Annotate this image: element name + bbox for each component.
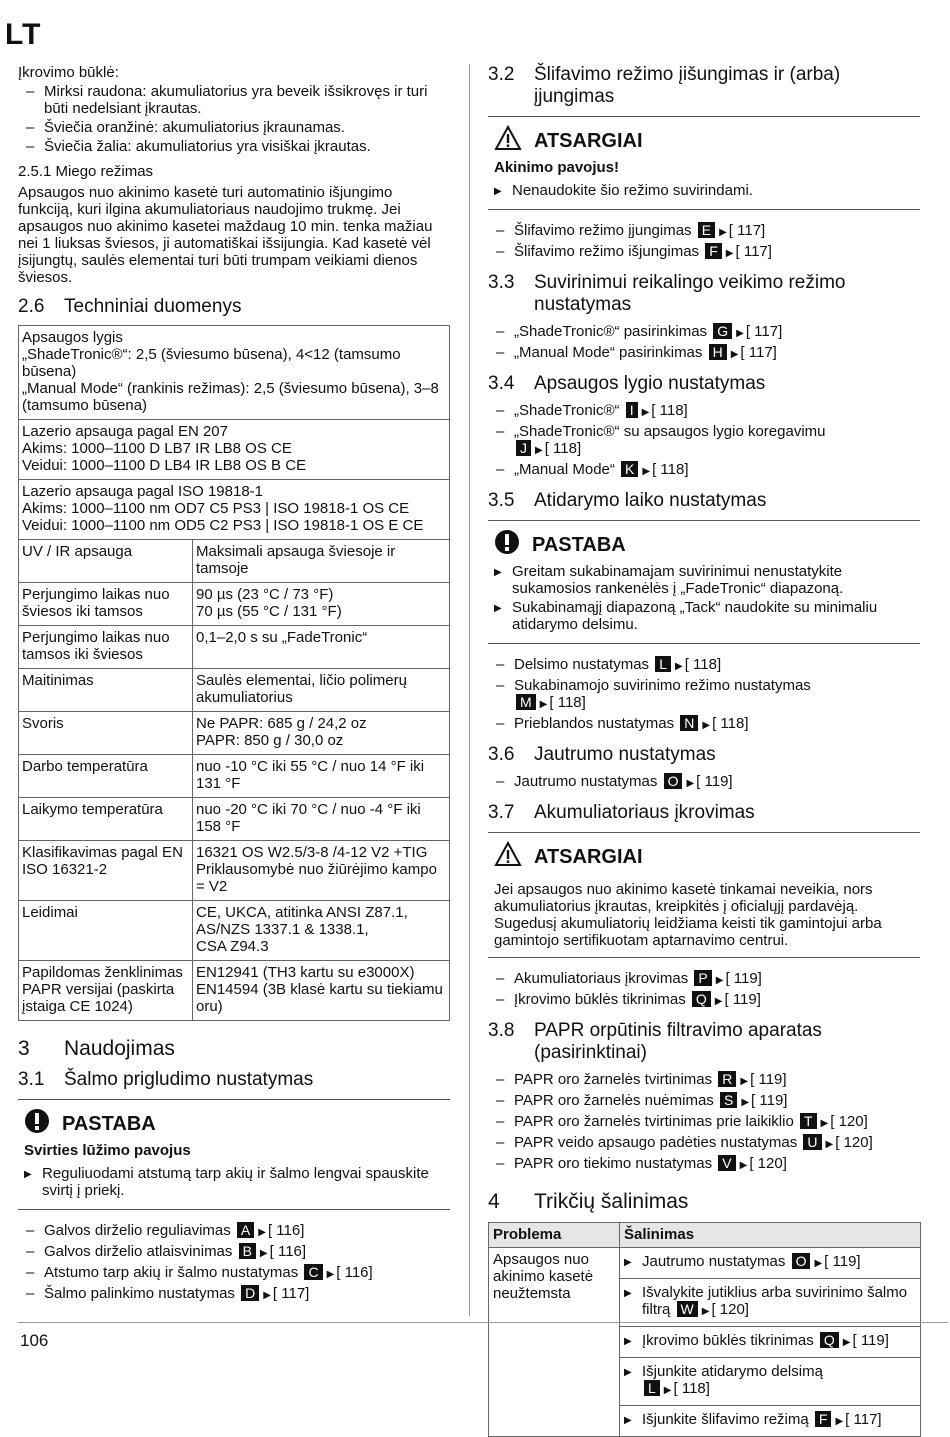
step-key: F [815,1411,832,1427]
problem-cell: Apsaugos nuo akinimo kasetė neužtemsta [489,1248,620,1437]
step-key: O [664,773,683,789]
step-key: N [680,715,698,731]
sens-steps [488,773,920,792]
step-ref: [ 117] [728,222,766,239]
arrow-right-icon: ▶ [641,407,650,418]
grind-heading: 3.2 Šlifavimo režimo įišungimas ir (arba) įjungimas [488,64,841,107]
step-ref: [ 119] [824,1253,861,1270]
fix-cell [620,1248,921,1279]
trouble-row [489,1248,921,1279]
step-text: Galvos dirželio reguliavimas [44,1222,235,1239]
step-key: D [241,1285,259,1301]
step-item [488,677,920,713]
step-item [488,402,920,421]
step-item [488,1092,920,1111]
step-text: Įkrovimo būklės tikrinimas [514,991,690,1008]
step-item [488,222,920,241]
step-ref: [ 117] [740,344,777,361]
step-ref: [ 116] [269,1243,307,1260]
use-heading: 3 Naudojimas [18,1037,175,1060]
step-text: Šlifavimo režimo išjungimas [514,243,704,260]
step-ref: [ 116] [267,1222,305,1239]
step-ref: [ 119] [751,1092,788,1109]
step-key: F [705,243,722,259]
step-text: Sukabinamojo suvirinimo režimo nustatymas [514,677,811,694]
arrow-right-icon: ▶ [701,1306,710,1317]
language-code: LT [5,18,42,51]
step-ref: [ 120] [830,1113,868,1130]
tech-label: Klasifikavimas pagal EN ISO 16321-2 [19,841,193,901]
tech-value: 0,1–2,0 s su „FadeTronic“ [193,626,450,669]
step-key: Q [820,1332,839,1348]
tech-row [19,420,450,480]
step-item [488,461,920,480]
step-ref: [ 116] [336,1264,373,1281]
step-key: S [720,1092,737,1108]
step-ref: [ 119] [696,773,733,790]
batt-heading: 3.7 Akumuliatoriaus įkrovimas [488,802,755,823]
step-text: „ShadeTronic®“ [514,402,624,419]
step-key: M [516,694,536,710]
step-key: V [718,1155,735,1171]
step-key: J [516,440,531,456]
arrow-right-icon: ▶ [719,227,727,238]
arrow-right-icon: ▶ [814,1258,823,1269]
arrow-right-icon: ▶ [730,349,739,360]
tech-row [19,798,450,841]
step-ref: [ 120] [749,1155,787,1172]
tech-cell: Lazerio apsauga pagal EN 207 Akims: 1000–1100 D LB7 IR LB8 OS CE Veidui: 1000–1100 D LB4 IR LB8 OS B CE [19,420,450,480]
step-ref: [ 118] [712,715,749,732]
step-item [488,970,920,989]
step-ref: [ 118] [549,694,586,711]
step-ref: [ 120] [835,1134,873,1151]
step-item [624,1411,916,1430]
tech-row [19,901,450,961]
charge-item: – Mirksi raudona: akumuliatorius yra beveik išsikrovęs ir turi būti nedelsiant įkrautas. [18,83,450,117]
trouble-heading: 4 Trikčių šalinimas [488,1190,689,1213]
arrow-right-icon: ▶ [258,1227,266,1238]
step-key: U [803,1134,821,1150]
step-key: Q [692,991,711,1007]
tech-cell: Lazerio apsauga pagal ISO 19818-1 Akims: 1000–1100 nm OD7 C5 PS3 | ISO 19818-1 OS CE Veidui: 1000–1100 nm OD5 C2 PS3 | ISO 19818-1 OS E CE [19,480,450,540]
open-notice [488,520,920,644]
step-text: Akumuliatoriaus įkrovimas [514,970,693,987]
tech-row [19,755,450,798]
column-divider [469,64,470,1316]
notice-item: ▶ Nenaudokite šio režimo suvirindami. [494,182,914,199]
tech-label: UV / IR apsauga [19,540,193,583]
step-text: „ShadeTronic®“ pasirinkimas [514,323,712,340]
tech-label: Papildomas ženklinimas PAPR versijai (paskirta įstaiga CE 1024) [19,961,193,1021]
exclamation-icon [24,1108,62,1140]
step-item [624,1332,916,1351]
papr-steps [488,1071,920,1174]
arrow-right-icon: ▶ [715,975,724,986]
step-item [18,1285,450,1304]
step-item [624,1253,916,1272]
step-item [488,1113,920,1132]
notice-item: ▶ Sukabinamąjį diapazoną „Tack“ naudokite su minimaliu atidarymo delsimu. [494,599,914,633]
tech-row [19,626,450,669]
arrow-right-icon: ▶ [539,699,548,710]
notice-title: ATSARGIAI [534,130,643,152]
arrow-right-icon: ▶ [686,778,695,789]
arrow-right-icon: ▶ [740,1076,749,1087]
tech-table [18,325,450,1021]
col-fix: Šalinimas [620,1223,921,1248]
tech-heading: 2.6 Techniniai duomenys [18,296,242,317]
tech-row [19,841,450,901]
step-item [488,423,920,459]
step-text: PAPR oro žarnelės nuėmimas [514,1092,718,1109]
step-item [18,1264,450,1283]
step-text: PAPR veido apsaugo padėties nustatymas [514,1134,802,1151]
step-item [624,1284,916,1320]
step-text: Jautrumo nustatymas [514,773,662,790]
tech-value: nuo -20 °C iki 70 °C / nuo -4 °F iki 158 °F [193,798,450,841]
step-text: Įkrovimo būklės tikrinimas [642,1332,818,1349]
arrow-right-icon: ▶ [835,1416,844,1427]
step-text: PAPR oro žarnelės tvirtinimas [514,1071,717,1088]
step-key: P [694,970,711,986]
step-ref: [ 117] [845,1411,882,1428]
tech-label: Svoris [19,712,193,755]
sleep-text: Apsaugos nuo akinimo kasetė turi automatinio išjungimo funkciją, kuri ilgina akumuliatoriaus naudojimo trukmę. Jei apsaugos nuo akinimo kasetei maždaug 10 min. tenka mažiau nei 1 liuksas šviesos, ji automatiškai išsijungia. Kad kasetė vėl įsijungtų, saulės elementai turi būti trumpam veikiami dienos šviesos. [18,184,433,286]
tech-value: EN12941 (TH3 kartu su e3000X) EN14594 (3B klasė kartu su tiekiamu oru) [193,961,450,1021]
warning-icon [494,125,534,157]
step-text: PAPR oro žarnelės tvirtinimas prie laikiklio [514,1113,798,1130]
left-column [18,64,450,1306]
step-item [488,1134,920,1153]
mode-heading: 3.3 Suvirinimui reikalingo veikimo režimo nustatymas [488,272,846,315]
step-ref: [ 119] [724,991,761,1008]
arrow-right-icon: ▶ [675,661,683,672]
fit-steps [18,1222,450,1304]
step-item [488,715,920,734]
tech-row [19,583,450,626]
notice-text: Jei apsaugos nuo akinimo kasetė tinkamai neveikia, nors akumuliatorius įkrautas, kreipkitės į oficialųjį pardavėją. Sugedusį akumuliatorių leidžiama keisti tik gamintojui arba gamintojo sertifikuotam aptarnavimo centrui. [494,881,882,949]
tech-label: Perjungimo laikas nuo tamsos iki šviesos [19,626,193,669]
step-ref: [ 119] [725,970,762,987]
notice-title: PASTABA [62,1113,156,1135]
step-key: B [239,1243,256,1259]
tech-label: Laikymo temperatūra [19,798,193,841]
step-item [488,773,920,792]
step-key: K [621,461,638,477]
fix-cell [620,1358,921,1406]
step-ref: [ 117] [735,243,772,260]
fix-cell [620,1406,921,1437]
step-ref: [ 117] [272,1285,310,1302]
arrow-right-icon: ▶ [326,1269,335,1280]
fix-cell [620,1279,921,1327]
tech-row [19,712,450,755]
step-text: Galvos dirželio atlaisvinimas [44,1243,237,1260]
grind-steps [488,222,920,262]
tech-label: Maitinimas [19,669,193,712]
arrow-right-icon: ▶ [842,1337,851,1348]
charge-item: – Šviečia žalia: akumuliatorius yra visiškai įkrautas. [18,138,450,155]
trouble-table [488,1222,921,1437]
step-key: O [792,1253,811,1269]
step-item [624,1363,916,1399]
notice-title: PASTABA [532,534,626,556]
step-key: H [709,344,727,360]
tech-row [19,540,450,583]
tech-row [19,669,450,712]
batt-notice [488,832,920,958]
step-text: PAPR oro tiekimo nustatymas [514,1155,717,1172]
grind-notice [488,116,920,210]
arrow-right-icon: ▶ [825,1139,834,1150]
tech-label: Leidimai [19,901,193,961]
col-problem: Problema [489,1223,620,1248]
notice-item: ▶ Greitam sukabinamajam suvirinimui nenustatykite sukamosios rankenėlės į „FadeTronic“ diapazoną. [494,563,914,597]
fix-cell [620,1327,921,1358]
tech-value: Saulės elementai, ličio polimerų akumuliatorius [193,669,450,712]
step-item [488,991,920,1010]
tech-row [19,326,450,420]
level-heading: 3.4 Apsaugos lygio nustatymas [488,373,766,394]
mode-steps [488,323,920,363]
page-number: 106 [20,1331,49,1350]
arrow-right-icon: ▶ [714,996,723,1007]
step-text: „Manual Mode“ [514,461,620,478]
step-text: Išjunkite atidarymo delsimą [642,1363,823,1380]
fit-heading: 3.1 Šalmo prigludimo nustatymas [18,1069,314,1090]
step-item [488,323,920,342]
step-ref: [ 119] [852,1332,889,1349]
step-ref: [ 118] [651,402,688,419]
step-key: W [677,1301,698,1317]
charge-item: – Šviečia oranžinė: akumuliatorius įkraunamas. [18,119,450,136]
step-text: Jautrumo nustatymas [642,1253,790,1270]
step-item [488,243,920,262]
step-key: C [304,1264,322,1280]
step-key: G [713,323,732,339]
arrow-right-icon: ▶ [741,1097,750,1108]
step-ref: [ 118] [673,1380,710,1397]
arrow-right-icon: ▶ [820,1118,829,1129]
step-item [18,1222,450,1241]
step-key: R [718,1071,736,1087]
step-ref: [ 117] [745,323,783,340]
tech-label: Perjungimo laikas nuo šviesos iki tamsos [19,583,193,626]
step-key: I [626,402,638,418]
arrow-right-icon: ▶ [259,1248,268,1259]
fit-notice [18,1099,450,1210]
step-ref: [ 118] [544,440,582,457]
step-text: Išjunkite šlifavimo režimą [642,1411,813,1428]
arrow-right-icon: ▶ [736,328,744,339]
step-text: Išvalykite jutiklius arba suvirinimo šalmo filtrą [642,1284,908,1318]
arrow-right-icon: ▶ [702,720,711,731]
step-ref: [ 118] [684,656,722,673]
step-key: L [655,656,671,672]
charge-intro: Įkrovimo būklė: [18,64,119,81]
step-key: T [800,1113,817,1129]
step-item [488,1071,920,1090]
notice-subtitle: Svirties lūžimo pavojus [24,1142,191,1159]
sens-heading: 3.6 Jautrumo nustatymas [488,744,716,765]
step-ref: [ 118] [652,461,689,478]
step-item [488,1155,920,1174]
tech-value: Maksimali apsauga šviesoje ir tamsoje [193,540,450,583]
step-key: L [644,1380,660,1396]
step-key: E [698,222,715,238]
step-text: Atstumo tarp akių ir šalmo nustatymas [44,1264,303,1281]
arrow-right-icon: ▶ [663,1385,672,1396]
arrow-right-icon: ▶ [263,1290,271,1301]
tech-value: Ne PAPR: 685 g / 24,2 oz PAPR: 850 g / 30,0 oz [193,712,450,755]
step-ref: [ 120] [711,1301,749,1318]
notice-subtitle: Akinimo pavojus! [494,159,620,176]
tech-row [19,961,450,1021]
right-column [488,64,920,1437]
warning-icon [494,841,534,873]
batt-steps [488,970,920,1010]
sleep-heading: 2.5.1 Miego režimas [18,163,154,180]
tech-value: nuo -10 °C iki 55 °C / nuo 14 °F iki 131 °F [193,755,450,798]
tech-row [19,480,450,540]
step-text: „Manual Mode“ pasirinkimas [514,344,707,361]
step-key: A [237,1222,254,1238]
step-item [18,1243,450,1262]
open-heading: 3.5 Atidarymo laiko nustatymas [488,490,767,511]
step-item [488,344,920,363]
notice-title: ATSARGIAI [534,846,643,868]
arrow-right-icon: ▶ [535,445,543,456]
tech-cell: Apsaugos lygis „ShadeTronic®“: 2,5 (šviesumo būsena), 4<12 (tamsumo būsena) „Manual Mode“ (rankinis režimas): 2,5 (šviesumo būsena), 3–8 (tamsumo būsena) [19,326,450,420]
notice-item: ▶ Reguliuodami atstumą tarp akių ir šalmo lengvai spauskite svirtį į priekį. [24,1165,444,1199]
tech-value: 16321 OS W2.5/3-8 /4-12 V2 +TIG Priklausomybė nuo žiūrėjimo kampo = V2 [193,841,450,901]
tech-label: Darbo temperatūra [19,755,193,798]
tech-value: CE, UKCA, atitinka ANSI Z87.1, AS/NZS 1337.1 & 1338.1, CSA Z94.3 [193,901,450,961]
arrow-right-icon: ▶ [739,1160,748,1171]
tech-value: 90 µs (23 °C / 73 °F) 70 µs (55 °C / 131 °F) [193,583,450,626]
step-text: Šlifavimo režimo įjungimas [514,222,696,239]
step-ref: [ 119] [750,1071,787,1088]
arrow-right-icon: ▶ [725,248,734,259]
exclamation-icon [494,529,532,561]
step-text: Šalmo palinkimo nustatymas [44,1285,240,1302]
step-text: Delsimo nustatymas [514,656,654,673]
step-text: Prieblandos nustatymas [514,715,679,732]
level-steps [488,402,920,480]
arrow-right-icon: ▶ [642,466,651,477]
papr-heading: 3.8 PAPR orpūtinis filtravimo aparatas (pasirinktinai) [488,1020,822,1063]
footer-rule [18,1322,948,1323]
open-steps [488,656,920,734]
step-item [488,656,920,675]
step-text: „ShadeTronic®“ su apsaugos lygio koregavimu [514,423,826,440]
